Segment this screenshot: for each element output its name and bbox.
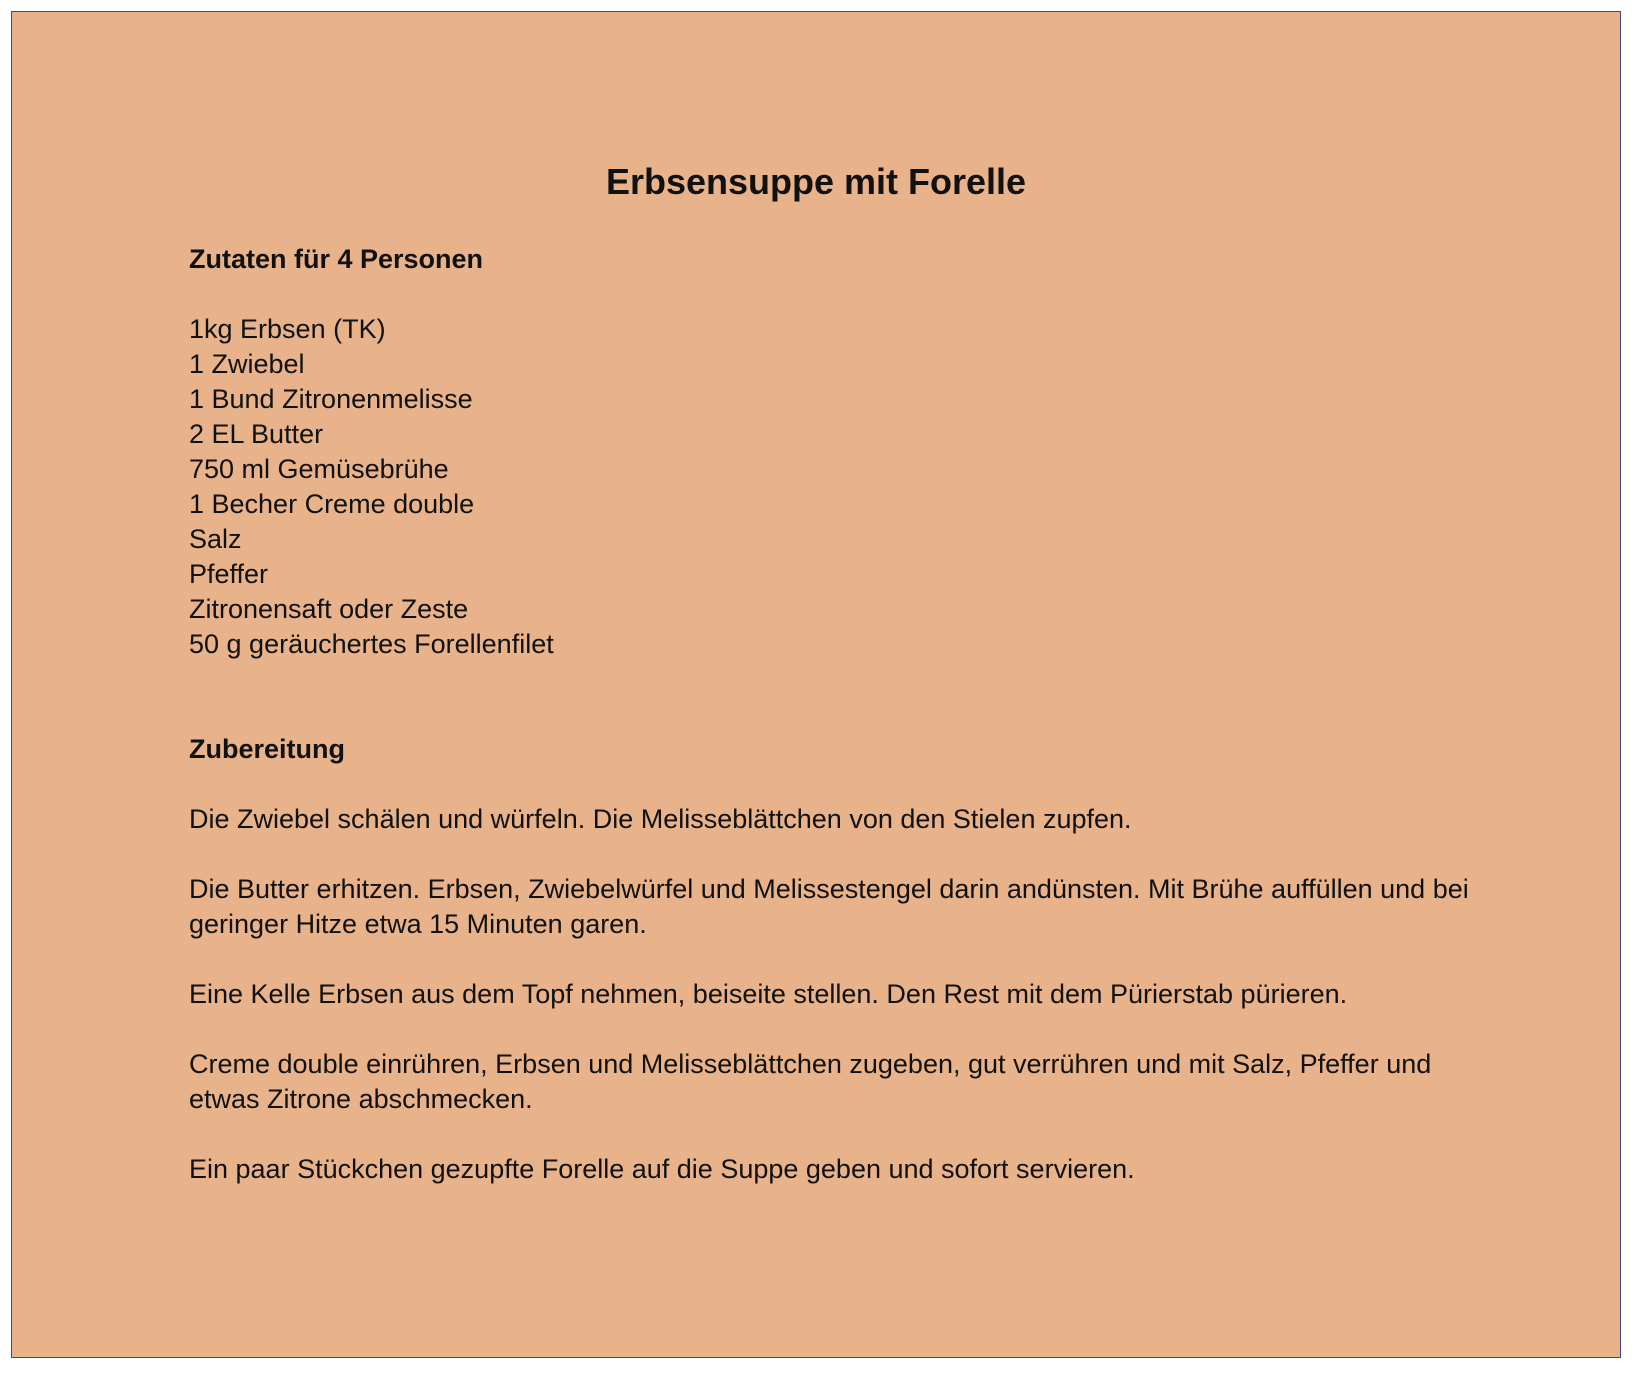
- ingredient-item: 50 g geräuchertes Forellenfilet: [189, 629, 554, 659]
- recipe-content: [189, 242, 1469, 1222]
- preparation-steps: [189, 802, 1469, 1187]
- ingredient-item: 2 EL Butter: [189, 419, 324, 449]
- recipe-title: Erbsensuppe mit Forelle: [605, 161, 1027, 202]
- ingredient-item: 1 Becher Creme double: [189, 489, 475, 519]
- ingredient-item: Salz: [189, 524, 242, 554]
- ingredient-item: 1 Bund Zitronenmelisse: [189, 384, 473, 414]
- preparation-step: Die Butter erhitzen. Erbsen, Zwiebelwürfel und Melissestengel darin andünsten. Mit Brühe auffüllen und bei geringer Hitze etwa 15 Minuten garen.: [189, 874, 1469, 939]
- ingredient-item: Pfeffer: [189, 559, 269, 589]
- preparation-step: Eine Kelle Erbsen aus dem Topf nehmen, beiseite stellen. Den Rest mit dem Pürierstab pürieren.: [189, 979, 1348, 1009]
- ingredient-item: Zitronensaft oder Zeste: [189, 594, 469, 624]
- ingredient-item: 1 Zwiebel: [189, 349, 305, 379]
- recipe-card: [11, 11, 1621, 1358]
- preparation-step: Ein paar Stückchen gezupfte Forelle auf die Suppe geben und sofort servieren.: [189, 1154, 1135, 1184]
- ingredient-item: 750 ml Gemüsebrühe: [189, 454, 449, 484]
- ingredients-list: [189, 312, 1469, 662]
- preparation-heading: Zubereitung: [189, 734, 345, 764]
- preparation-step: Creme double einrühren, Erbsen und Melisseblättchen zugeben, gut verrühren und mit Salz, Pfeffer und etwas Zitrone abschmecken.: [189, 1049, 1432, 1114]
- preparation-step: Die Zwiebel schälen und würfeln. Die Melisseblättchen von den Stielen zupfen.: [189, 804, 1132, 834]
- ingredient-item: 1kg Erbsen (TK): [189, 314, 386, 344]
- ingredients-heading: Zutaten für 4 Personen: [189, 244, 484, 274]
